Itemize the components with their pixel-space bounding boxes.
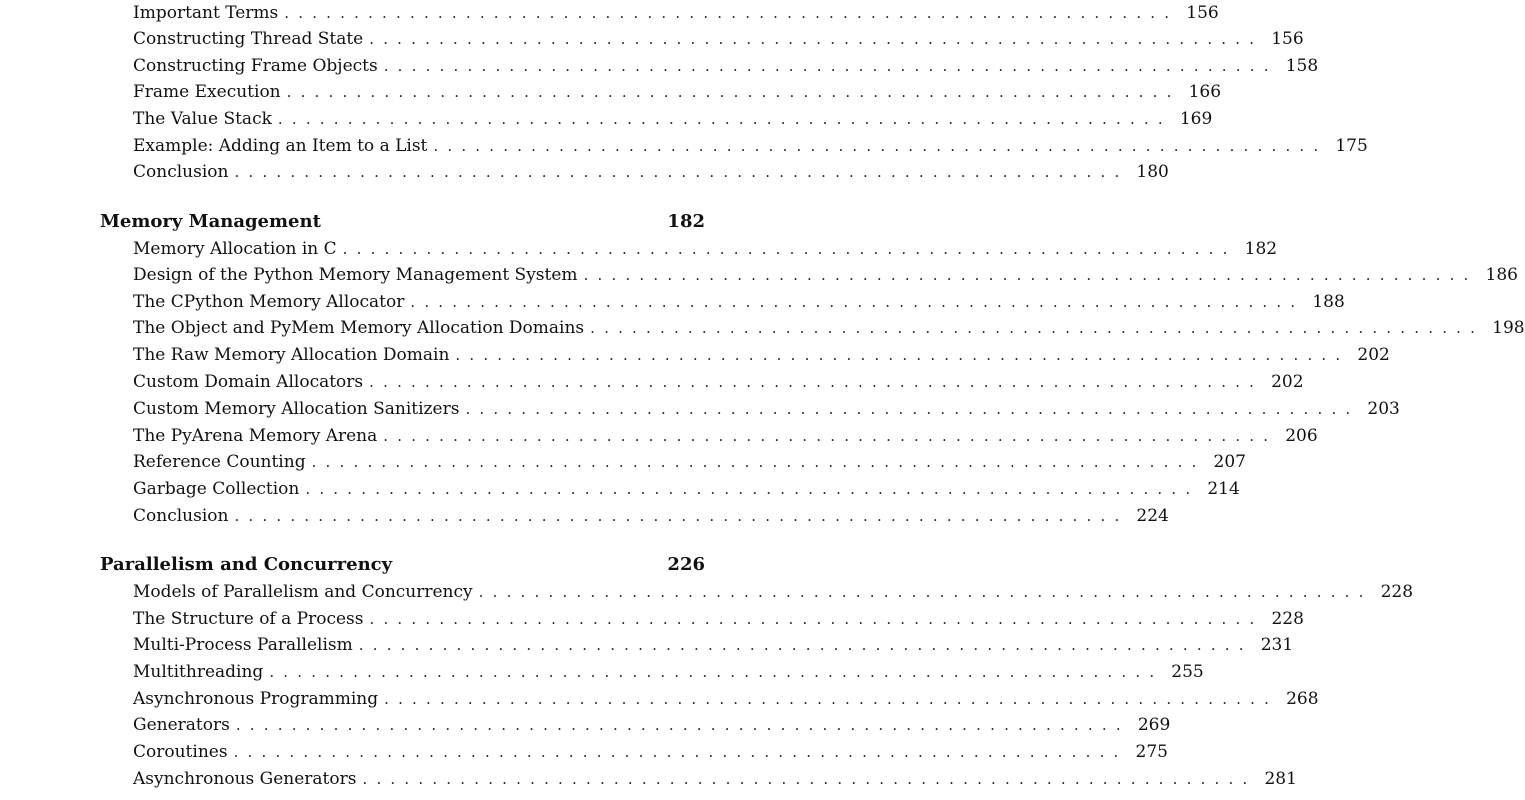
toc-entry[interactable] (133, 133, 1368, 159)
toc-entry-title: The Structure of a Process (133, 606, 370, 632)
dot-leader: ................................................................ (234, 507, 1129, 525)
toc-entry-title: Reference Counting (133, 449, 312, 475)
toc-entry-page: 198 (1492, 318, 1525, 338)
toc-entry-title: Important Terms (133, 0, 284, 26)
toc-entry-page: 275 (1135, 742, 1168, 762)
toc-entry[interactable] (133, 53, 1319, 79)
dot-leader: ................................................................ (234, 163, 1129, 181)
toc-entry[interactable] (133, 579, 1414, 605)
toc-entry-page: 156 (1186, 3, 1219, 23)
toc-entry-title: Memory Allocation in C (133, 236, 343, 262)
toc-entry-title: Frame Execution (133, 79, 287, 105)
toc-chapter-page: 226 (667, 554, 705, 575)
toc-entry-title: Example: Adding an Item to a List (133, 133, 433, 159)
toc-entry-page: 203 (1367, 399, 1400, 419)
toc-entry[interactable] (133, 262, 1518, 288)
dot-leader: ................................................................ (455, 346, 1350, 364)
toc-chapter-page: 182 (667, 211, 705, 232)
toc-entry-page: 228 (1271, 609, 1304, 629)
toc-entry-title: Models of Parallelism and Concurrency (133, 579, 479, 605)
toc-entry-page: 255 (1171, 662, 1204, 682)
dot-leader: ................................................................ (362, 770, 1257, 788)
toc-entry[interactable] (133, 686, 1319, 712)
toc-entry-page: 175 (1335, 136, 1368, 156)
toc-entry-title: Asynchronous Programming (133, 686, 384, 712)
toc-entry-page: 188 (1312, 292, 1345, 312)
toc-chapter-title: Memory Management (100, 209, 327, 235)
toc-entry-title: The Value Stack (133, 106, 278, 132)
toc-entry-page: 268 (1286, 689, 1319, 709)
toc-entry-title: The Object and PyMem Memory Allocation Domains (133, 315, 590, 341)
dot-leader: ................................................................ (311, 453, 1206, 471)
toc-chapter-title: Parallelism and Concurrency (100, 552, 398, 578)
toc-entry-page: 180 (1136, 162, 1169, 182)
dot-leader: ................................................................ (384, 690, 1279, 708)
toc-entry-page: 206 (1285, 426, 1318, 446)
toc-entry-page: 207 (1213, 452, 1246, 472)
dot-leader: ................................................................ (465, 400, 1360, 418)
toc-entry[interactable] (133, 606, 1304, 632)
toc-entry-page: 231 (1260, 635, 1294, 655)
dot-leader: ................................................................ (305, 480, 1200, 498)
toc-entry-page: 214 (1207, 479, 1240, 499)
dot-leader: ................................................................ (358, 636, 1253, 654)
toc-entry[interactable] (133, 106, 1213, 132)
toc-entry-page: 158 (1285, 56, 1319, 76)
toc-entry[interactable] (133, 289, 1345, 315)
toc-entry[interactable] (133, 712, 1171, 738)
toc-entry[interactable] (133, 476, 1240, 502)
toc-entry-page: 182 (1244, 239, 1278, 259)
toc-entry-title: Constructing Thread State (133, 26, 369, 52)
toc-entry-page: 166 (1188, 82, 1222, 102)
dot-leader: ................................................................ (369, 373, 1264, 391)
dot-leader: ................................................................ (369, 30, 1264, 48)
toc-entry[interactable] (133, 423, 1318, 449)
dot-leader: ................................................................ (383, 57, 1278, 75)
toc-entry-page: 281 (1264, 769, 1297, 789)
toc-entry-title: Asynchronous Generators (133, 766, 362, 792)
toc-entry[interactable] (133, 503, 1169, 529)
toc-entry[interactable] (133, 0, 1219, 26)
toc-entry-page: 186 (1485, 265, 1518, 285)
toc-entry-title: Custom Domain Allocators (133, 369, 369, 395)
toc-entry[interactable] (133, 315, 1525, 341)
dot-leader: ................................................................ (478, 583, 1373, 601)
dot-leader: ................................................................ (583, 266, 1478, 284)
toc-entry-page: 202 (1271, 372, 1304, 392)
toc-entry[interactable] (133, 236, 1278, 262)
toc-chapter-memory-management[interactable] (100, 209, 705, 235)
dot-leader: ................................................................ (410, 293, 1305, 311)
toc-entry-title: Constructing Frame Objects (133, 53, 384, 79)
dot-leader: ................................................................ (269, 663, 1164, 681)
toc-entry[interactable] (133, 659, 1204, 685)
toc-entry-title: Conclusion (133, 503, 234, 529)
toc-entry-title: Design of the Python Memory Management System (133, 262, 584, 288)
toc-entry[interactable] (133, 449, 1246, 475)
dot-leader: ................................................................ (383, 427, 1278, 445)
dot-leader: ................................................................ (233, 743, 1128, 761)
toc-chapter-parallelism-and-concurrency[interactable] (100, 552, 705, 578)
toc-entry-page: 156 (1271, 29, 1304, 49)
toc-entry-page: 202 (1357, 345, 1390, 365)
toc-entry-title: Garbage Collection (133, 476, 305, 502)
dot-leader: ................................................................ (369, 610, 1264, 628)
toc-entry-page: 224 (1136, 506, 1169, 526)
toc-entry[interactable] (133, 159, 1169, 185)
toc-entry-page: 228 (1380, 582, 1414, 602)
dot-leader: ................................................................ (342, 240, 1237, 258)
toc-entry-page: 169 (1179, 109, 1213, 129)
toc-entry[interactable] (133, 396, 1400, 422)
toc-entry-title: Custom Memory Allocation Sanitizers (133, 396, 465, 422)
dot-leader: ................................................................ (277, 110, 1172, 128)
toc-entry[interactable] (133, 369, 1304, 395)
toc-entry[interactable] (133, 79, 1222, 105)
dot-leader: ................................................................ (235, 716, 1130, 734)
toc-entry[interactable] (133, 342, 1390, 368)
toc-entry-title: Conclusion (133, 159, 234, 185)
toc-entry-title: Generators (133, 712, 236, 738)
toc-entry[interactable] (133, 766, 1297, 792)
toc-entry-title: Coroutines (133, 739, 234, 765)
dot-leader: ................................................................ (284, 4, 1179, 22)
toc-entry-title: The Raw Memory Allocation Domain (133, 342, 455, 368)
dot-leader: ................................................................ (433, 137, 1328, 155)
toc-entry[interactable] (133, 739, 1168, 765)
toc-entry-title: Multi-Process Parallelism (133, 632, 359, 658)
dot-leader: ................................................................ (590, 319, 1485, 337)
dot-leader: ................................................................ (286, 83, 1181, 101)
toc-entry[interactable] (133, 632, 1294, 658)
toc-entry-page: 269 (1137, 715, 1171, 735)
toc-entry[interactable] (133, 26, 1304, 52)
toc-entry-title: The PyArena Memory Arena (133, 423, 383, 449)
toc-entry-title: Multithreading (133, 659, 269, 685)
toc-entry-title: The CPython Memory Allocator (133, 289, 410, 315)
